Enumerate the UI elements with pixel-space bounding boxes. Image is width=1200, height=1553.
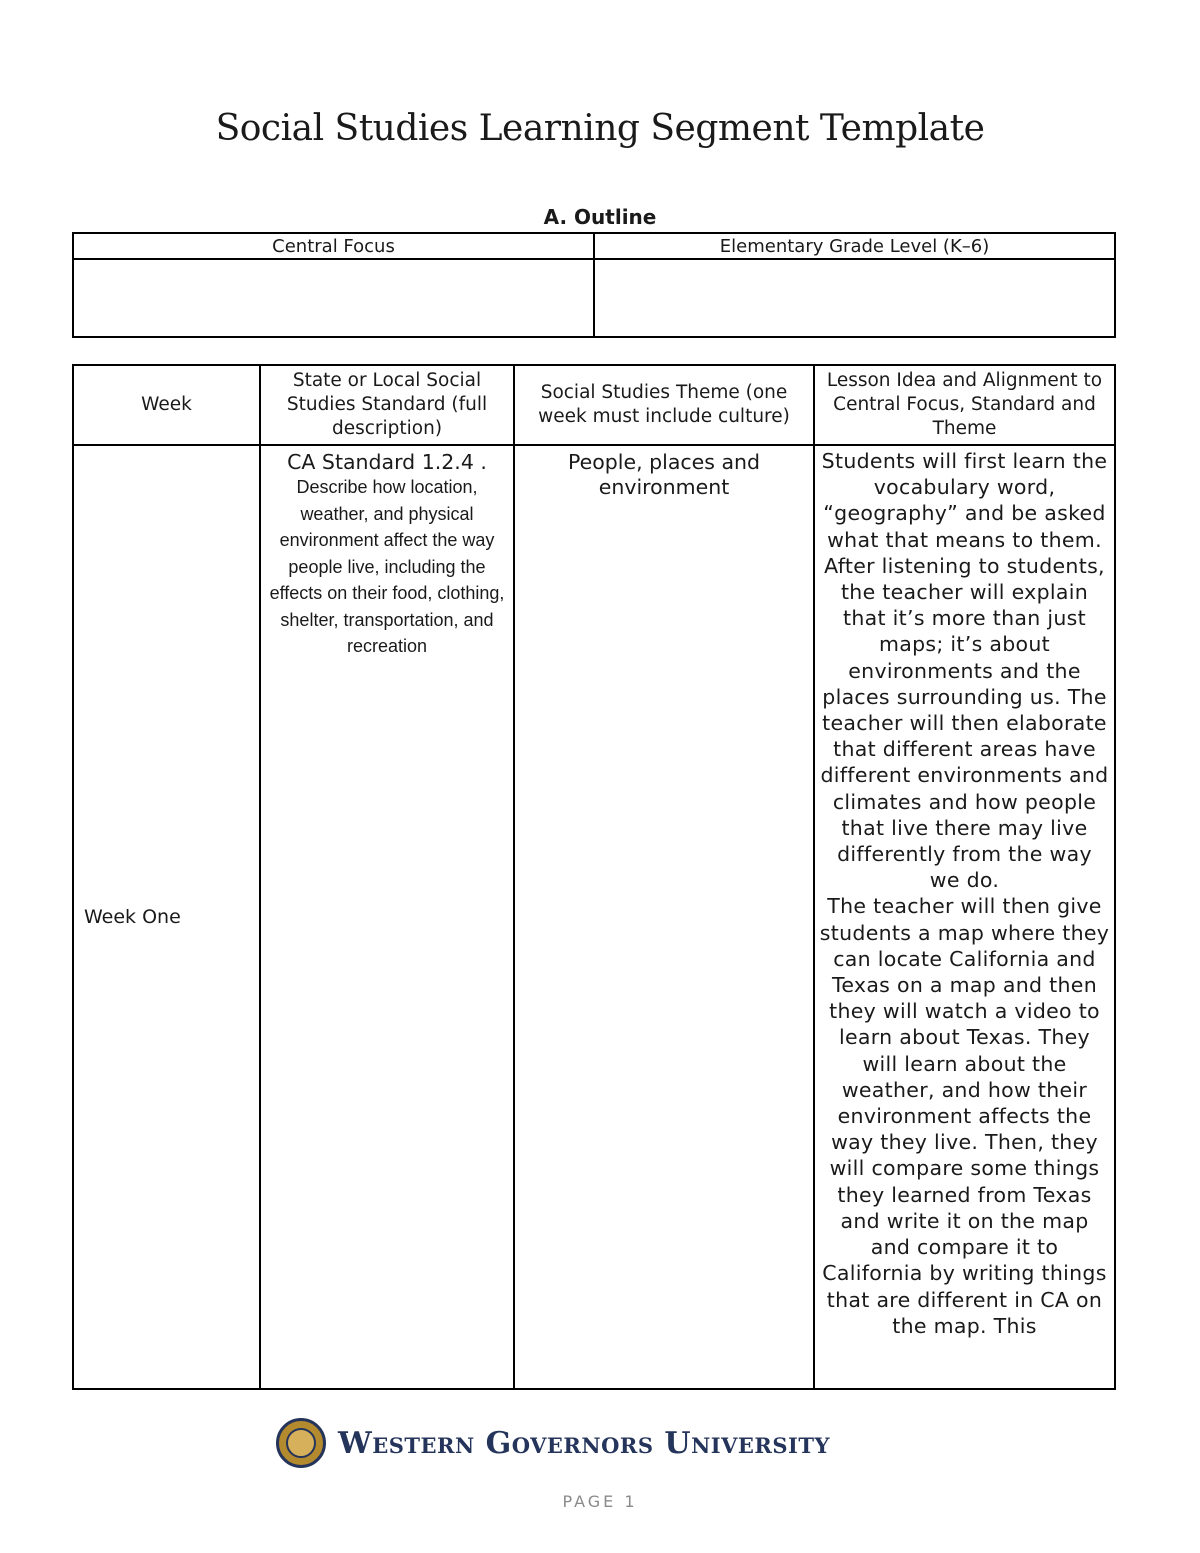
wgu-logo	[276, 1416, 830, 1470]
plan-header-row	[73, 365, 1115, 445]
theme-cell	[514, 445, 814, 1389]
week-header: Week	[73, 365, 260, 445]
standard-description: Describe how location, weather, and physical environment affect the way people live, including the effects on their food, clothing, shelter, transportation, and recreation	[269, 477, 505, 656]
section-heading: A. Outline	[543, 205, 657, 229]
document-title: Social Studies Learning Segment Template	[215, 108, 985, 149]
standard-code: CA Standard 1.2.4 .	[287, 450, 487, 474]
university-name: Western Governors University	[338, 1425, 830, 1461]
central-focus-header: Central Focus	[73, 233, 594, 259]
lesson-paragraph-1: Students will first learn the vocabulary word, “geography” and be asked what that means to them. After listening to students, the teacher will explain that it’s more than just maps; it’s about environments and the places surrounding us. The teacher will then elaborate that different areas have different environments and climates and how people that live there may live differently from the way we do.	[820, 449, 1109, 893]
outline-table	[72, 232, 1116, 338]
lesson-cell	[814, 445, 1115, 1389]
standard-cell	[260, 445, 514, 1389]
theme-header: Social Studies Theme (one week must include culture)	[514, 365, 814, 445]
wgu-seal-icon	[276, 1418, 326, 1468]
lesson-header: Lesson Idea and Alignment to Central Focus, Standard and Theme	[814, 365, 1115, 445]
page-number: PAGE 1	[562, 1492, 638, 1511]
standard-header: State or Local Social Studies Standard (full description)	[260, 365, 514, 445]
table-row	[73, 445, 1115, 1389]
outline-header-row	[73, 233, 1115, 259]
central-focus-cell[interactable]	[73, 259, 594, 337]
segment-plan-table	[72, 364, 1116, 1390]
theme-text: People, places and environment	[567, 450, 761, 499]
outline-value-row	[73, 259, 1115, 337]
grade-level-cell[interactable]	[594, 259, 1115, 337]
lesson-text	[815, 448, 1114, 1386]
week-cell: Week One	[73, 445, 260, 1389]
grade-level-header: Elementary Grade Level (K–6)	[594, 233, 1115, 259]
lesson-paragraph-2: The teacher will then give students a map where they can locate California and Texas on a map and then they will watch a video to learn about Texas. They will learn about the weather, and how their environment affects the way they live. Then, they will compare some things they learned from Texas and write it on the map and compare it to California by writing things that are different in CA on the map. This	[819, 894, 1110, 1338]
